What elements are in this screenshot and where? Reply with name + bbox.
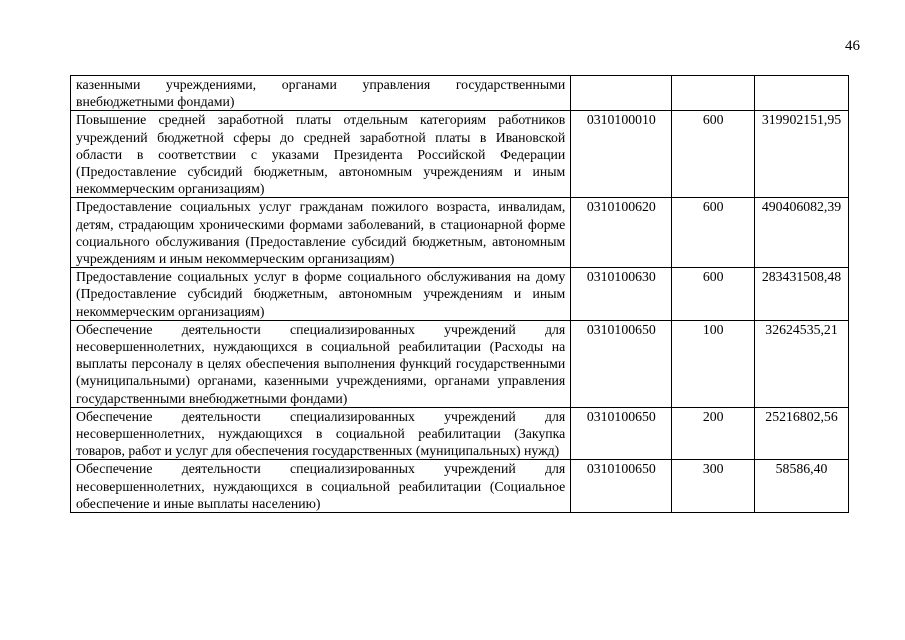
row-code: 0310100630 <box>571 268 672 321</box>
row-description: Предоставление социальных услуг в форме социального обслуживания на дому (Предоставление субсидий бюджетным, автономным учреждениям и иным некоммерческим организациям) <box>71 268 571 321</box>
page-number: 46 <box>845 38 860 54</box>
budget-table <box>70 75 849 513</box>
table-row <box>71 460 849 513</box>
row-expense-type <box>672 76 755 111</box>
row-amount: 283431508,48 <box>755 268 849 321</box>
row-description: Повышение средней заработной платы отдельным категориям работников учреждений бюджетной сферы до средней заработной платы в Ивановской области в соответствии с указами Президента Российской Федерации (Предоставление субсидий бюджетным, автономным учреждениям и иным некоммерческим организациям) <box>71 111 571 198</box>
row-amount: 58586,40 <box>755 460 849 513</box>
row-expense-type: 600 <box>672 111 755 198</box>
row-amount <box>755 76 849 111</box>
row-expense-type: 100 <box>672 320 755 407</box>
row-expense-type: 200 <box>672 407 755 460</box>
row-description: Обеспечение деятельности специализированных учреждений для несовершеннолетних, нуждающихся в социальной реабилитации (Социальное обеспечение и иные выплаты населению) <box>71 460 571 513</box>
row-description: Предоставление социальных услуг гражданам пожилого возраста, инвалидам, детям, страдающим хроническими формами заболеваний, в стационарной форме социального обслуживания (Предоставление субсидий бюджетным, автономным учреждениям и иным некоммерческим организациям) <box>71 198 571 268</box>
row-code: 0310100010 <box>571 111 672 198</box>
table-row <box>71 198 849 268</box>
table-row <box>71 320 849 407</box>
row-code: 0310100620 <box>571 198 672 268</box>
table-row <box>71 268 849 321</box>
row-amount: 32624535,21 <box>755 320 849 407</box>
row-code: 0310100650 <box>571 460 672 513</box>
row-code: 0310100650 <box>571 320 672 407</box>
row-amount: 25216802,56 <box>755 407 849 460</box>
row-amount: 490406082,39 <box>755 198 849 268</box>
table-row <box>71 111 849 198</box>
table-row <box>71 407 849 460</box>
row-expense-type: 600 <box>672 198 755 268</box>
row-description: Обеспечение деятельности специализированных учреждений для несовершеннолетних, нуждающихся в социальной реабилитации (Закупка товаров, работ и услуг для обеспечения государственных (муниципальных) нужд) <box>71 407 571 460</box>
row-expense-type: 600 <box>672 268 755 321</box>
row-description: казенными учреждениями, органами управления государственными внебюджетными фондами) <box>71 76 571 111</box>
row-amount: 319902151,95 <box>755 111 849 198</box>
row-expense-type: 300 <box>672 460 755 513</box>
row-description: Обеспечение деятельности специализированных учреждений для несовершеннолетних, нуждающихся в социальной реабилитации (Расходы на выплаты персоналу в целях обеспечения выполнения функций государственными (муниципальными) органами, казенными учреждениями, органами управления государственными внебюджетными фондами) <box>71 320 571 407</box>
row-code: 0310100650 <box>571 407 672 460</box>
row-code <box>571 76 672 111</box>
table-row <box>71 76 849 111</box>
